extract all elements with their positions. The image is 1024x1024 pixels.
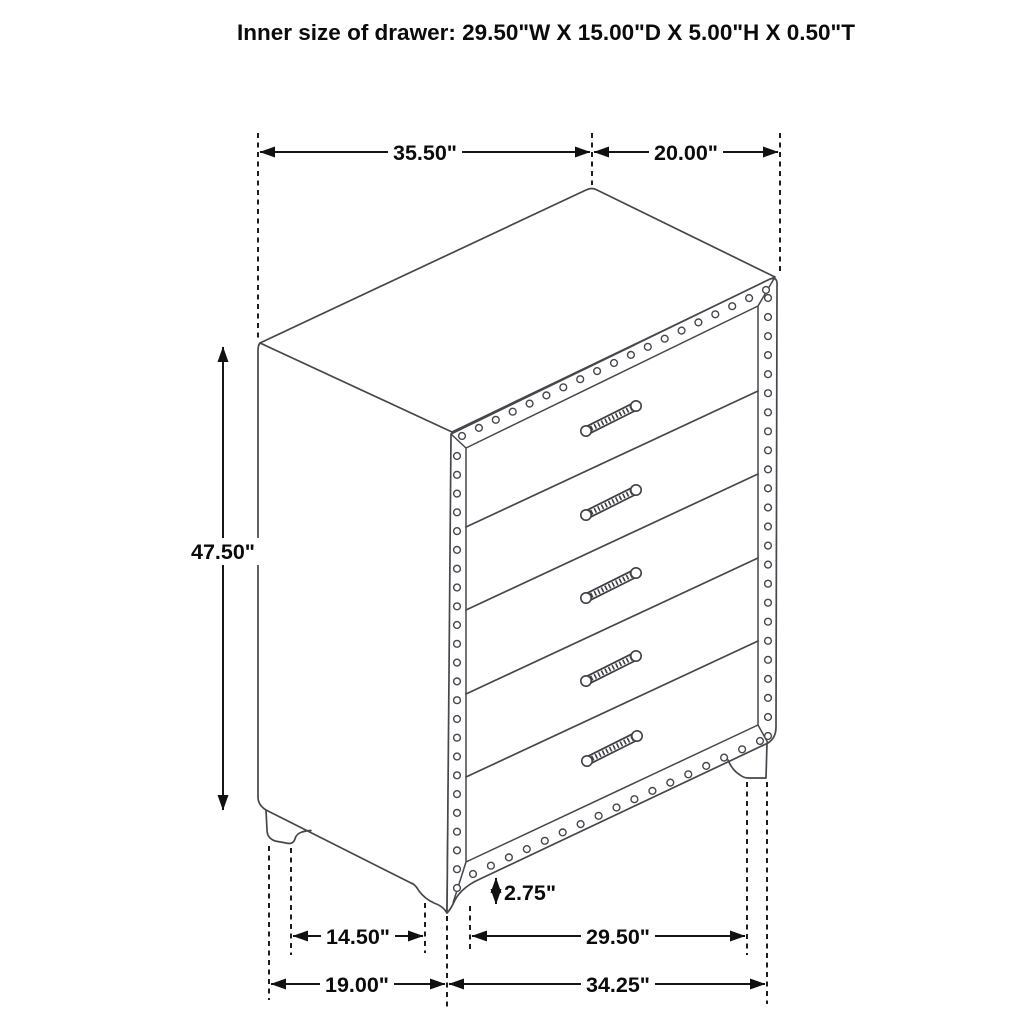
nailhead-stud: [765, 314, 772, 321]
nailhead-stud: [613, 804, 620, 811]
dimension-leg-height: [496, 878, 556, 905]
nailhead-stud: [454, 509, 461, 516]
nailhead-stud: [454, 565, 461, 572]
dimension-overall-height: [186, 347, 260, 810]
dimension-label-top-front-width: 35.50": [393, 141, 457, 165]
nailhead-stud: [765, 447, 772, 454]
nailhead-stud: [470, 871, 477, 878]
nailhead-stud: [454, 490, 461, 497]
nailhead-stud: [765, 561, 772, 568]
chest-drawing: [258, 189, 777, 914]
nailhead-stud: [765, 333, 772, 340]
nailhead-stud: [765, 409, 772, 416]
nailhead-stud: [577, 376, 584, 383]
nailhead-stud: [765, 295, 772, 302]
nailhead-stud: [506, 854, 513, 861]
nailhead-stud: [631, 796, 638, 803]
nailhead-stud: [765, 523, 772, 530]
nailhead-stud: [454, 753, 461, 760]
nailhead-stud: [454, 547, 461, 554]
dimension-label-top-side-depth: 20.00": [654, 141, 718, 165]
nailhead-stud: [695, 319, 702, 326]
nailhead-stud: [476, 425, 483, 432]
nailhead-stud: [488, 862, 495, 869]
nailhead-stud: [628, 352, 635, 359]
nailhead-stud: [541, 837, 548, 844]
nailhead-stud: [765, 580, 772, 587]
nailhead-stud: [765, 352, 772, 359]
nailhead-stud: [765, 428, 772, 435]
nailhead-stud: [454, 772, 461, 779]
nailhead-stud: [454, 791, 461, 798]
nailhead-stud: [595, 812, 602, 819]
nailhead-stud: [454, 828, 461, 835]
nailhead-stud: [644, 343, 651, 350]
nailhead-stud: [765, 733, 772, 740]
nailhead-stud: [594, 368, 601, 375]
nailhead-stud: [712, 311, 719, 318]
nailhead-stud: [649, 788, 656, 795]
nailhead-stud: [454, 622, 461, 629]
nailhead-stud: [454, 716, 461, 723]
nailhead-stud: [721, 754, 728, 761]
nailhead-stud: [454, 885, 461, 892]
nailhead-stud: [454, 471, 461, 478]
nailhead-stud: [757, 738, 764, 745]
nailhead-stud: [678, 327, 685, 334]
dimension-label-overall-height: 47.50": [191, 540, 255, 564]
nailhead-stud: [454, 678, 461, 685]
nailhead-stud: [611, 360, 618, 367]
nailhead-stud: [454, 734, 461, 741]
nailhead-stud: [492, 416, 499, 423]
dimension-label-base-side-leg-spacing: 14.50": [326, 925, 390, 949]
nailhead-stud: [746, 295, 753, 302]
nailhead-stud: [454, 659, 461, 666]
dimension-base-side-leg-spacing: [293, 923, 423, 949]
nailhead-stud: [509, 408, 516, 415]
nailhead-stud: [454, 528, 461, 535]
nailhead-stud: [765, 466, 772, 473]
nailhead-stud: [739, 746, 746, 753]
dimension-label-base-overall-width: 34.25": [586, 973, 650, 997]
nailhead-stud: [765, 695, 772, 702]
nailhead-stud: [729, 303, 736, 310]
nailhead-stud: [454, 810, 461, 817]
nailhead-stud: [685, 771, 692, 778]
dimension-base-overall-width: [449, 971, 765, 997]
dimension-label-base-front-leg-spacing: 29.50": [586, 925, 650, 949]
nailhead-stud: [765, 656, 772, 663]
nailhead-stud: [459, 433, 466, 440]
nailhead-stud: [765, 714, 772, 721]
dimension-base-overall-depth: [271, 971, 445, 997]
nailhead-stud: [523, 846, 530, 853]
nailhead-stud: [454, 847, 461, 854]
nailhead-stud: [765, 371, 772, 378]
nailhead-stud: [765, 676, 772, 683]
dimension-top-side-depth: [594, 139, 778, 165]
nailhead-stud: [765, 485, 772, 492]
nailhead-stud: [763, 287, 770, 294]
nailhead-stud: [560, 384, 567, 391]
nailhead-stud: [559, 829, 566, 836]
nailhead-stud: [454, 453, 461, 460]
nailhead-stud: [765, 504, 772, 511]
nailhead-stud: [543, 392, 550, 399]
nailhead-stud: [765, 599, 772, 606]
nailhead-stud: [765, 637, 772, 644]
nailhead-stud: [765, 390, 772, 397]
nailhead-stud: [577, 821, 584, 828]
nailhead-stud: [703, 763, 710, 770]
nailhead-stud: [526, 400, 533, 407]
nailhead-stud: [765, 618, 772, 625]
dimension-label-base-overall-depth: 19.00": [325, 973, 389, 997]
nailhead-stud: [661, 335, 668, 342]
page-title: Inner size of drawer: 29.50"W X 15.00"D X 5.00"H X 0.50"T: [237, 20, 855, 45]
nailhead-stud: [667, 779, 674, 786]
nailhead-stud: [454, 697, 461, 704]
nailhead-stud: [765, 542, 772, 549]
nailhead-stud: [454, 640, 461, 647]
dimension-top-front-width: [260, 139, 590, 165]
dimension-base-front-leg-spacing: [472, 923, 745, 949]
chest-side-face: [258, 343, 452, 913]
nailhead-stud: [454, 584, 461, 591]
dimension-label-leg-height: 2.75": [504, 881, 557, 905]
nailhead-stud: [454, 603, 461, 610]
nailhead-stud: [454, 866, 461, 873]
